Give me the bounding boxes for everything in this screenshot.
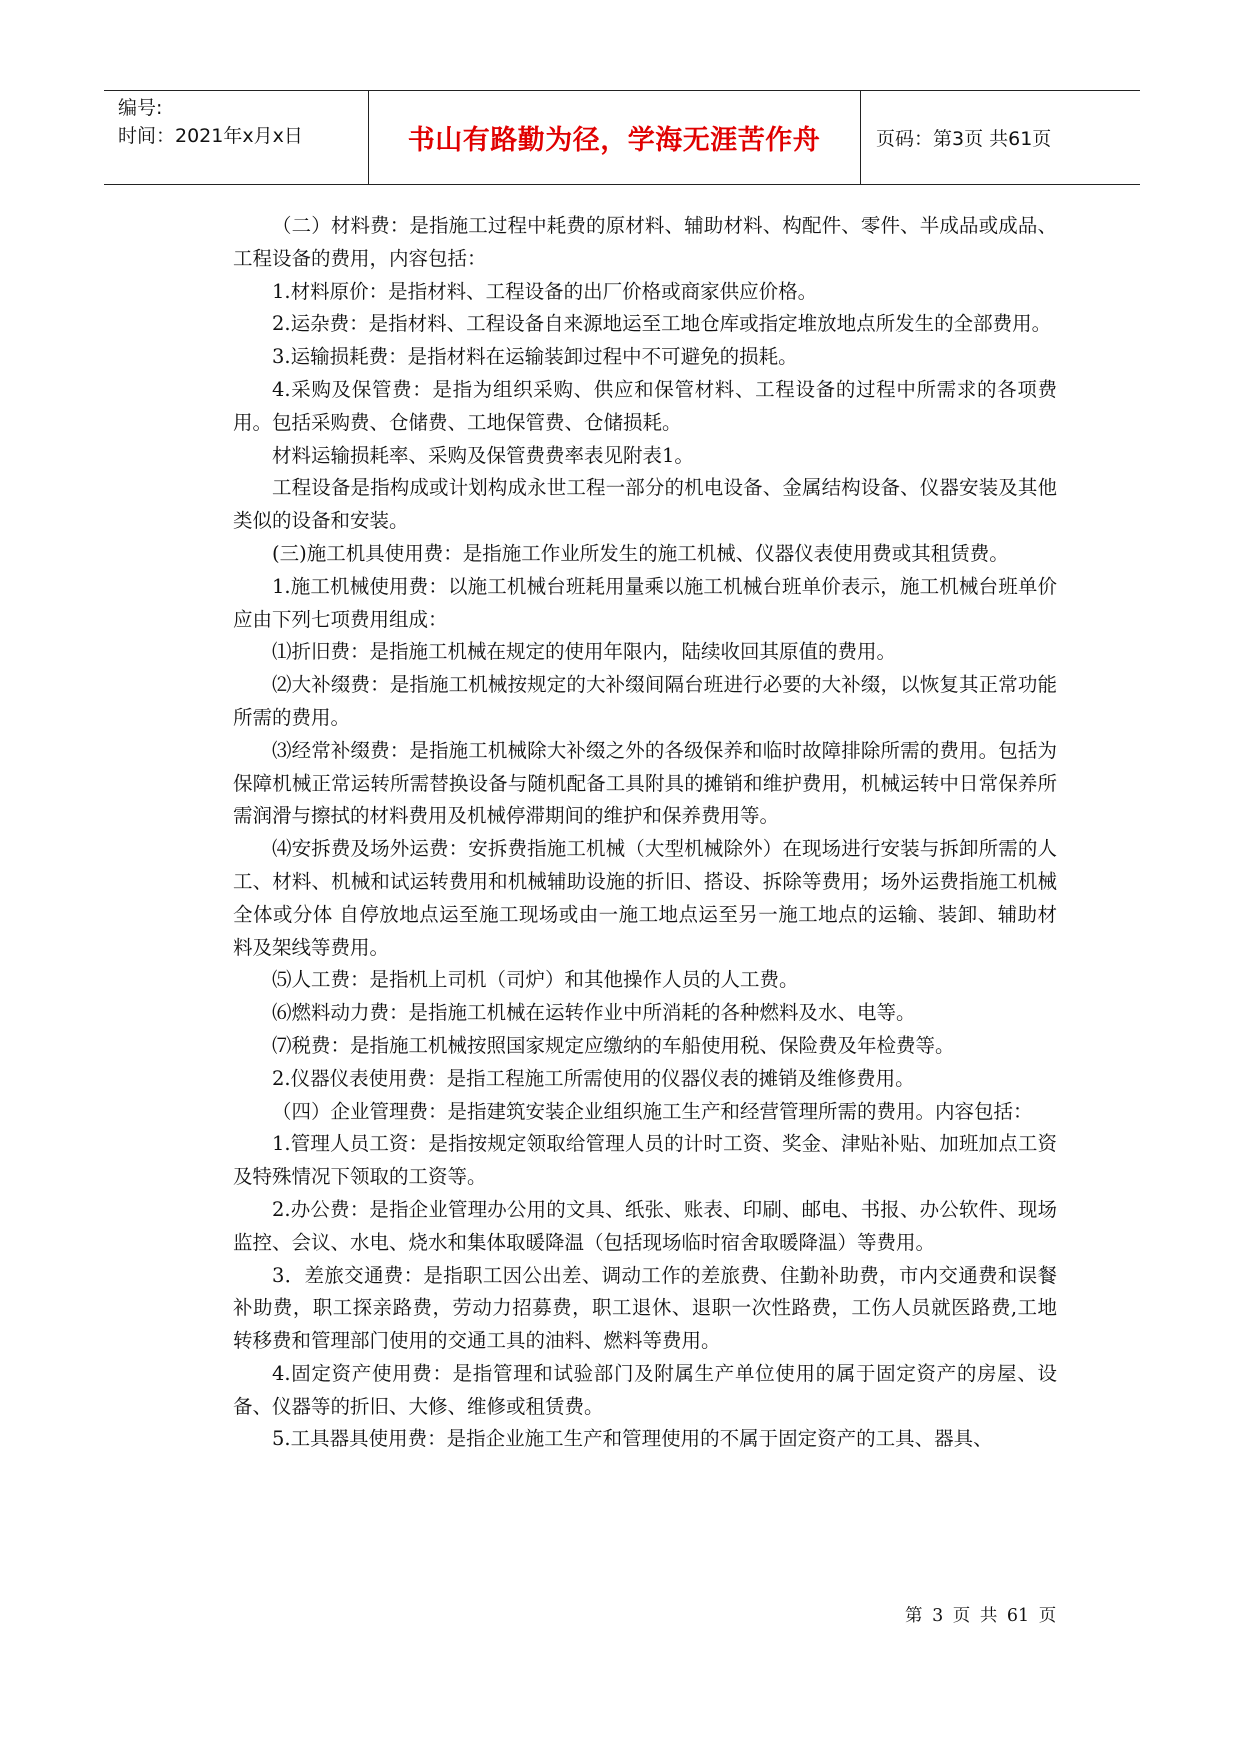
paragraph: 1.施工机械使用费：以施工机械台班耗用量乘以施工机械台班单价表示，施工机械台班单价应由下列七项费用组成： bbox=[233, 574, 1057, 631]
paragraph: 2.仪器仪表使用费：是指工程施工所需使用的仪器仪表的摊销及维修费用。 bbox=[272, 1066, 915, 1090]
header-divider-right bbox=[860, 91, 861, 184]
paragraph: ⑶经常补缀费：是指施工机械除大补缀之外的各级保养和临时故障排除所需的费用。包括为保障机械正常运转所需替换设备与随机配备工具附具的摊销和维护费用，机械运转中日常保养所需润滑与擦拭的材料费用及机械停滞期间的维护和保养费用等。 bbox=[233, 738, 1057, 828]
paragraph: ⑷安拆费及场外运费：安拆费指施工机械（大型机械除外）在现场进行安装与拆卸所需的人工、材料、机械和试运转费用和机械辅助设施的折旧、搭设、拆除等费用；场外运费指施工机械全体或分体 自停放地点运至施工现场或由一施工地点运至另一施工地点的运输、装卸、辅助材料及架线等费用。 bbox=[233, 837, 1057, 959]
paragraph: 2.运杂费：是指材料、工程设备自来源地运至工地仓库或指定堆放地点所发生的全部费用。 bbox=[272, 312, 1052, 336]
page-header bbox=[104, 90, 1140, 185]
paragraph: ⑴折旧费：是指施工机械在规定的使用年限内，陆续收回其原值的费用。 bbox=[272, 640, 897, 664]
paragraph: ⑵大补缀费：是指施工机械按规定的大补缀间隔台班进行必要的大补缀，以恢复其正常功能所需的费用。 bbox=[233, 673, 1057, 729]
paragraph: 3.运输损耗费：是指材料在运输装卸过程中不可避免的损耗。 bbox=[272, 345, 798, 369]
paragraph: 3．差旅交通费：是指职工因公出差、调动工作的差旅费、住勤补助费，市内交通费和误餐补助费，职工探亲路费，劳动力招募费，职工退休、退职一次性路费，工伤人员就医路费,工地转移费和管理部门使用的交通工具的油料、燃料等费用。 bbox=[233, 1263, 1057, 1353]
paragraph: 2.办公费：是指企业管理办公用的文具、纸张、账表、印刷、邮电、书报、办公软件、现场监控、会议、水电、烧水和集体取暖降温（包括现场临时宿舍取暖降温）等费用。 bbox=[233, 1197, 1057, 1254]
paragraph: ⑹燃料动力费：是指施工机械在运转作业中所消耗的各种燃料及水、电等。 bbox=[272, 1001, 916, 1025]
page-footer-number: 第 3 页 共 61 页 bbox=[905, 1606, 1057, 1626]
header-meta bbox=[118, 91, 370, 184]
paragraph: （四）企业管理费：是指建筑安装企业组织施工生产和经营管理所需的费用。内容包括： bbox=[272, 1099, 1033, 1123]
paragraph: 工程设备是指构成或计划构成永世工程一部分的机电设备、金属结构设备、仪器安装及其他类似的设备和安装。 bbox=[233, 476, 1057, 533]
document-time: 时间：2021年x月x日 bbox=[118, 125, 303, 147]
document-body bbox=[233, 210, 1057, 1456]
paragraph: （二）材料费：是指施工过程中耗费的原材料、辅助材料、构配件、零件、半成品或成品、工程设备的费用，内容包括： bbox=[233, 214, 1057, 270]
paragraph: 4.采购及保管费：是指为组织采购、供应和保管材料、工程设备的过程中所需求的各项费用。包括采购费、仓储费、工地保管费、仓储损耗。 bbox=[233, 377, 1057, 434]
paragraph: 5.工具器具使用费：是指企业施工生产和管理使用的不属于固定资产的工具、器具、 bbox=[272, 1427, 993, 1451]
paragraph: (三)施工机具使用费：是指施工作业所发生的施工机械、仪器仪表使用费或其租赁费。 bbox=[272, 541, 1009, 565]
paragraph: 材料运输损耗率、采购及保管费费率表见附表1。 bbox=[272, 443, 694, 467]
header-motto: 书山有路勤为径，学海无涯苦作舟 bbox=[407, 125, 821, 156]
header-page-indicator: 页码：第3页 共61页 bbox=[876, 128, 1052, 150]
paragraph: 1.管理人员工资：是指按规定领取给管理人员的计时工资、奖金、津贴补贴、加班加点工资及特殊情况下领取的工资等。 bbox=[233, 1132, 1057, 1189]
paragraph: ⑸人工费：是指机上司机（司炉）和其他操作人员的人工费。 bbox=[272, 968, 799, 992]
document-number-label: 编号: bbox=[118, 97, 163, 119]
paragraph: ⑺税费：是指施工机械按照国家规定应缴纳的车船使用税、保险费及年检费等。 bbox=[272, 1033, 955, 1057]
paragraph: 4.固定资产使用费：是指管理和试验部门及附属生产单位使用的属于固定资产的房屋、设备、仪器等的折旧、大修、维修或租赁费。 bbox=[233, 1361, 1057, 1418]
paragraph: 1.材料原价：是指材料、工程设备的出厂价格或商家供应价格。 bbox=[272, 279, 818, 303]
